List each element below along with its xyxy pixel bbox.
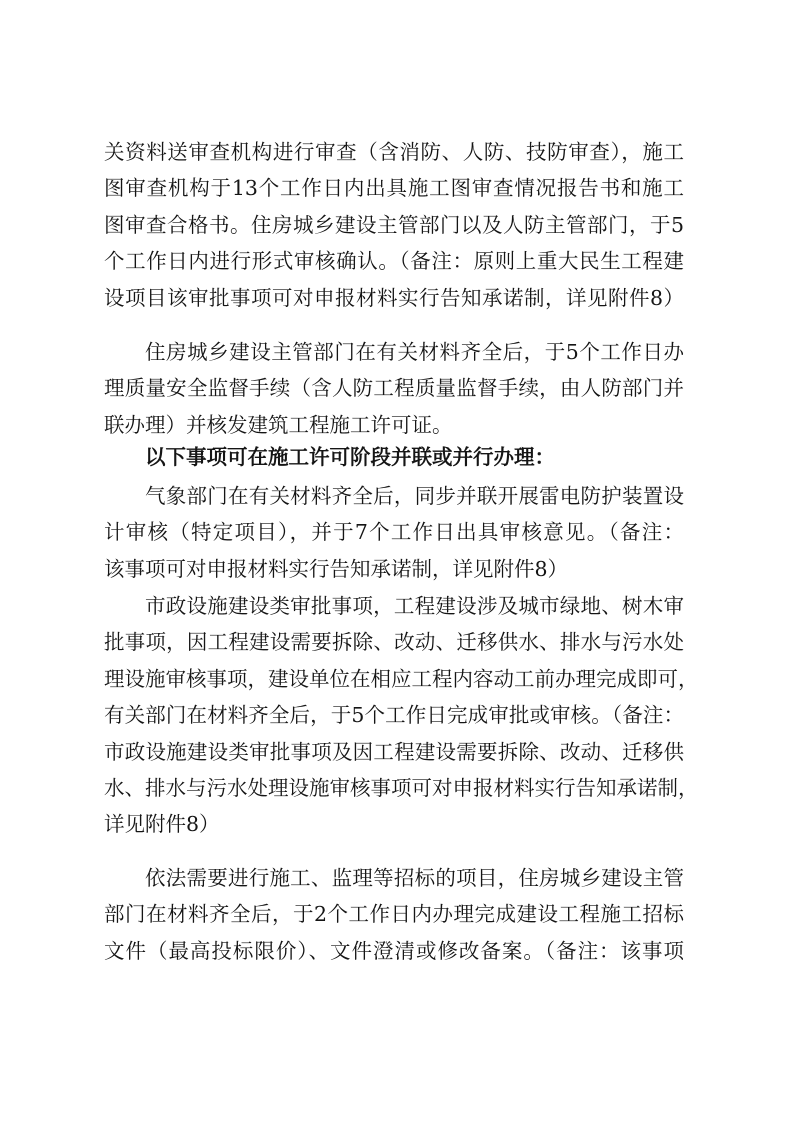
text-line: 关资料送审查机构进行审查（含消防、人防、技防审查），施工: [104, 140, 684, 164]
text-line: 部门在材料齐全后，于2个工作日内办理完成建设工程施工招标: [104, 902, 684, 927]
paragraph-bidding: [104, 860, 684, 969]
paragraph-lightning-protection: [104, 478, 684, 587]
text-line: 有关部门在材料齐全后，于5个工作日完成审批或审核。（备注：: [104, 703, 684, 728]
text-line: 联办理）并核发建筑工程施工许可证。: [104, 412, 453, 437]
text-line: 依法需要进行施工、监理等招标的项目，住房城乡建设主管: [145, 866, 684, 890]
text-line: 理设施审核事项，建设单位在相应工程内容动工前办理完成即可，: [104, 666, 699, 691]
text-line: 文件（最高投标限价）、文件澄清或修改备案。（备注：该事项: [104, 938, 684, 963]
paragraph-municipal-facilities: [104, 588, 699, 843]
text-line: 个工作日内进行形式审核确认。（备注：原则上重大民生工程建: [104, 249, 684, 274]
text-line: 市政设施建设类审批事项，工程建设涉及城市绿地、树木审: [145, 594, 684, 618]
paragraph-review-continuation: [104, 134, 684, 316]
section-heading-parallel-items: [104, 439, 684, 475]
text-line: 批事项，因工程建设需要拆除、改动、迁移供水、排水与污水处: [104, 630, 684, 655]
text-line: 气象部门在有关材料齐全后，同步并联开展雷电防护装置设: [145, 484, 684, 508]
text-line: 水、排水与污水处理设施审核事项可对申报材料实行告知承诺制，: [104, 775, 699, 800]
text-line: 住房城乡建设主管部门在有关材料齐全后，于5个工作日办: [145, 340, 684, 364]
text-line: 该事项可对申报材料实行告知承诺制，详见附件8）: [104, 556, 569, 581]
text-line: 详见附件8）: [104, 812, 220, 837]
section-heading: 以下事项可在施工许可阶段并联或并行办理：: [145, 445, 555, 469]
text-line: 图审查机构于13个工作日内出具施工图审查情况报告书和施工: [104, 176, 684, 201]
text-line: 计审核（特定项目），并于7个工作日出具审核意见。（备注：: [104, 520, 684, 545]
text-line: 理质量安全监督手续（含人防工程质量监督手续，由人防部门并: [104, 376, 684, 401]
text-line: 图审查合格书。住房城乡建设主管部门以及人防主管部门，于5: [104, 212, 684, 237]
text-line: 设项目该审批事项可对申报材料实行告知承诺制，详见附件8）: [104, 285, 684, 310]
text-line: 市政设施建设类审批事项及因工程建设需要拆除、改动、迁移供: [104, 739, 684, 764]
paragraph-construction-permit: [104, 334, 684, 443]
